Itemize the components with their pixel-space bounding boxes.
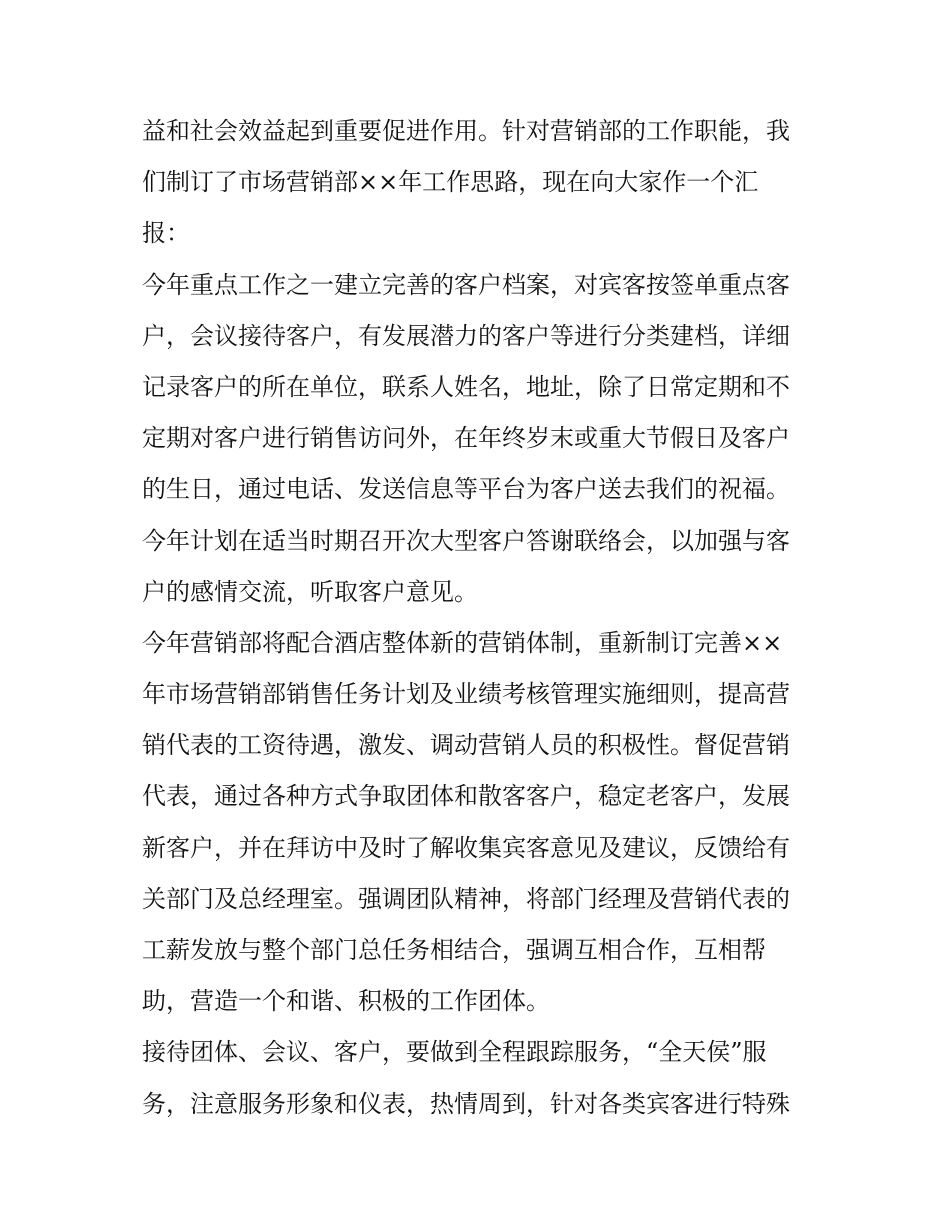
text-line: 报： [142, 219, 190, 248]
text-line: 工薪发放与整个部门总任务相结合，强调互相合作，互相帮 [142, 936, 766, 964]
text-line: 户的感情交流，听取客户意见。 [142, 577, 478, 606]
text-line: 的生日，通过电话、发送信息等平台为客户送去我们的祝福。 [142, 475, 790, 504]
text-line: 今年计划在适当时期召开次大型客户答谢联络会，以加强与客 [142, 526, 790, 555]
text-line: 记录客户的所在单位，联系人姓名，地址，除了日常定期和不 [142, 372, 790, 401]
text-line: 今年营销部将配合酒店整体新的营销体制，重新制订完善×× [142, 628, 783, 657]
text-line: 们制订了市场营销部××年工作思路，现在向大家作一个汇 [142, 168, 759, 197]
text-line: 新客户，并在拜访中及时了解收集宾客意见及建议，反馈给有 [142, 833, 790, 862]
text-line: 助，营造一个和谐、积极的工作团体。 [142, 987, 550, 1016]
text-line: 务，注意服务形象和仪表，热情周到，针对各类宾客进行特殊 [142, 1089, 790, 1118]
text-line: 销代表的工资待遇，激发、调动营销人员的积极性。督促营销 [142, 731, 790, 760]
text-line: 年市场营销部销售任务计划及业绩考核管理实施细则，提高营 [142, 680, 790, 709]
text-line: 代表，通过各种方式争取团体和散客客户，稳定老客户，发展 [142, 782, 790, 811]
document-body [142, 106, 822, 1130]
text-line: 益和社会效益起到重要促进作用。针对营销部的工作职能，我 [142, 117, 790, 145]
text-line: 接待团体、会议、客户，要做到全程跟踪服务，“全天侯”服 [142, 1038, 767, 1067]
text-line: 关部门及总经理室。强调团队精神，将部门经理及营销代表的 [142, 884, 790, 913]
text-line: 户，会议接待客户，有发展潜力的客户等进行分类建档，详细 [142, 321, 790, 350]
text-line: 定期对客户进行销售访问外，在年终岁末或重大节假日及客户 [142, 424, 790, 453]
text-line: 今年重点工作之一建立完善的客户档案，对宾客按签单重点客 [142, 270, 790, 299]
